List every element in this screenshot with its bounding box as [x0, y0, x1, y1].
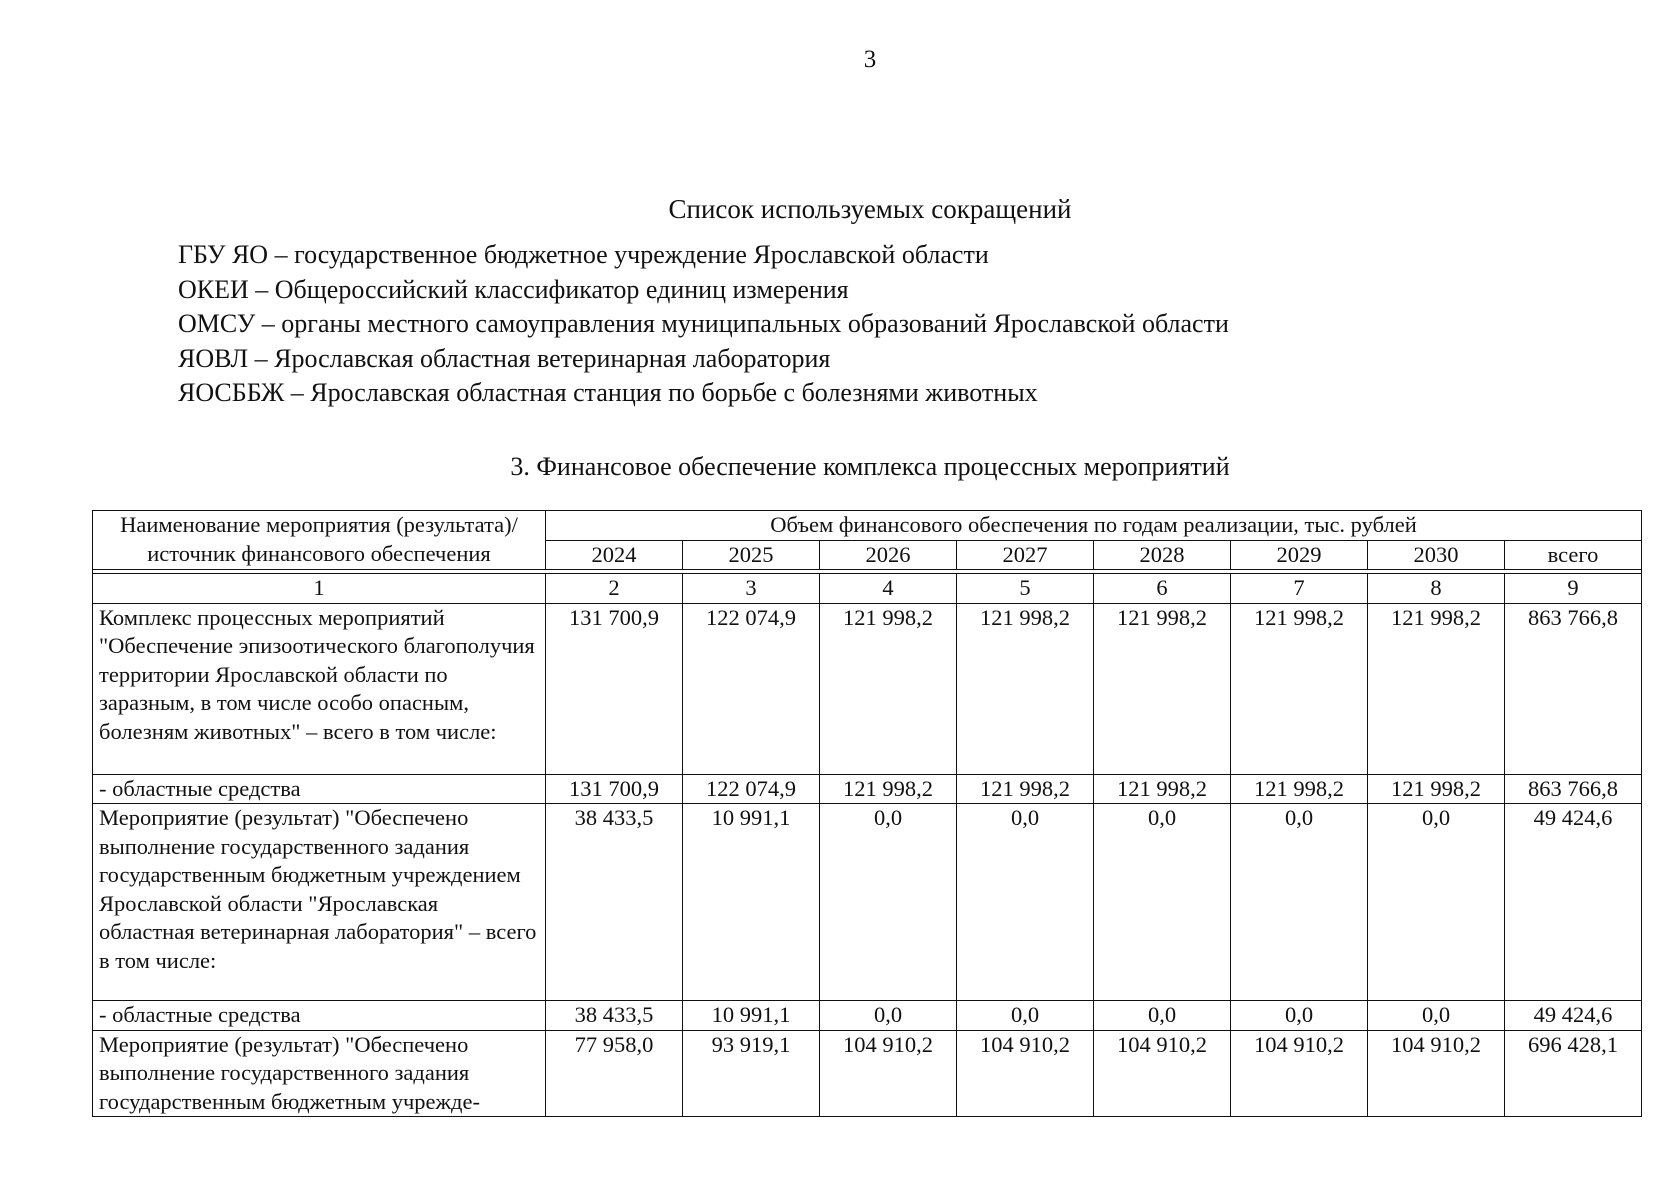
column-number: 6 [1094, 574, 1231, 604]
column-number: 3 [683, 574, 820, 604]
row-name: - областные средства [93, 774, 546, 804]
name-column-header: Наименование мероприятия (результата)/ источник финансового обеспечения [93, 511, 546, 570]
volume-column-header: Объем финансового обеспечения по годам реализации, тыс. рублей [546, 511, 1642, 541]
total-cell: 49 424,6 [1505, 804, 1642, 1001]
column-number: 5 [957, 574, 1094, 604]
value-cell: 121 998,2 [820, 603, 957, 774]
row-name: Комплекс процессных мероприятий "Обеспечение эпизоотического благополучия территории Ярославской области по заразным, в том числе особо опасным, болезням животных" – всего в том числе: [93, 603, 546, 774]
abbreviation-item: ГБУ ЯО – государственное бюджетное учреждение Ярославской области [178, 240, 989, 269]
total-cell: 696 428,1 [1505, 1030, 1642, 1117]
abbreviations-title: Список используемых сокращений [668, 194, 1072, 224]
value-cell: 10 991,1 [683, 1001, 820, 1031]
column-number: 1 [93, 574, 546, 604]
value-cell: 131 700,9 [546, 603, 683, 774]
year-header: 2024 [546, 540, 683, 570]
value-cell: 121 998,2 [1231, 774, 1368, 804]
value-cell: 104 910,2 [957, 1030, 1094, 1117]
value-cell: 0,0 [1094, 1001, 1231, 1031]
value-cell: 131 700,9 [546, 774, 683, 804]
value-cell: 121 998,2 [1094, 603, 1231, 774]
year-header: 2029 [1231, 540, 1368, 570]
column-number: 7 [1231, 574, 1368, 604]
total-cell: 863 766,8 [1505, 603, 1642, 774]
column-number: 4 [820, 574, 957, 604]
table-header-row [93, 511, 1642, 541]
year-header: 2025 [683, 540, 820, 570]
year-header: 2028 [1094, 540, 1231, 570]
table-row [93, 774, 1642, 804]
column-number-row [93, 574, 1642, 604]
table-row [93, 603, 1642, 774]
page-number: 3 [863, 46, 877, 73]
total-cell: 863 766,8 [1505, 774, 1642, 804]
abbreviations-list [178, 238, 1229, 411]
table-row [93, 1030, 1642, 1117]
table-row [93, 1001, 1642, 1031]
value-cell: 77 958,0 [546, 1030, 683, 1117]
row-name: - областные средства [93, 1001, 546, 1031]
value-cell: 122 074,9 [683, 603, 820, 774]
value-cell: 0,0 [1231, 1001, 1368, 1031]
value-cell: 121 998,2 [820, 774, 957, 804]
column-number: 9 [1505, 574, 1642, 604]
value-cell: 0,0 [1231, 804, 1368, 1001]
value-cell: 0,0 [1094, 804, 1231, 1001]
value-cell: 0,0 [1368, 804, 1505, 1001]
value-cell: 0,0 [1368, 1001, 1505, 1031]
value-cell: 38 433,5 [546, 804, 683, 1001]
value-cell: 38 433,5 [546, 1001, 683, 1031]
value-cell: 0,0 [957, 1001, 1094, 1031]
abbreviation-item: ОКЕИ – Общероссийский классификатор единиц измерения [178, 274, 849, 304]
value-cell: 121 998,2 [957, 774, 1094, 804]
year-header: 2027 [957, 540, 1094, 570]
row-name: Мероприятие (результат) "Обеспечено выполнение государственного задания государственным бюджетным учреждением Ярославской области "Ярославская областная ветеринарная лаборатория" – всего в том числе: [93, 804, 546, 1001]
value-cell: 104 910,2 [1231, 1030, 1368, 1117]
value-cell: 0,0 [820, 1001, 957, 1031]
value-cell: 10 991,1 [683, 804, 820, 1001]
value-cell: 104 910,2 [1368, 1030, 1505, 1117]
value-cell: 121 998,2 [1368, 774, 1505, 804]
total-header: всего [1505, 540, 1642, 570]
column-number: 2 [546, 574, 683, 604]
column-number: 8 [1368, 574, 1505, 604]
value-cell: 121 998,2 [957, 603, 1094, 774]
section-title: 3. Финансовое обеспечение комплекса процессных мероприятий [510, 452, 1230, 481]
table-row [93, 804, 1642, 1001]
value-cell: 93 919,1 [683, 1030, 820, 1117]
value-cell: 121 998,2 [1231, 603, 1368, 774]
financing-table [92, 510, 1642, 1117]
value-cell: 121 998,2 [1368, 603, 1505, 774]
year-header: 2030 [1368, 540, 1505, 570]
abbreviation-item: ЯОВЛ – Ярославская областная ветеринарная лаборатория [178, 343, 831, 373]
value-cell: 104 910,2 [820, 1030, 957, 1117]
year-header: 2026 [820, 540, 957, 570]
value-cell: 122 074,9 [683, 774, 820, 804]
abbreviation-item: ЯОСББЖ – Ярославская областная станция по борьбе с болезнями животных [178, 378, 1038, 407]
value-cell: 121 998,2 [1094, 774, 1231, 804]
row-name: Мероприятие (результат) "Обеспечено выполнение государственного задания государственным бюджетным учрежде- [93, 1030, 546, 1117]
value-cell: 0,0 [957, 804, 1094, 1001]
total-cell: 49 424,6 [1505, 1001, 1642, 1031]
value-cell: 0,0 [820, 804, 957, 1001]
abbreviation-item: ОМСУ – органы местного самоуправления муниципальных образований Ярославской области [178, 309, 1229, 338]
value-cell: 104 910,2 [1094, 1030, 1231, 1117]
